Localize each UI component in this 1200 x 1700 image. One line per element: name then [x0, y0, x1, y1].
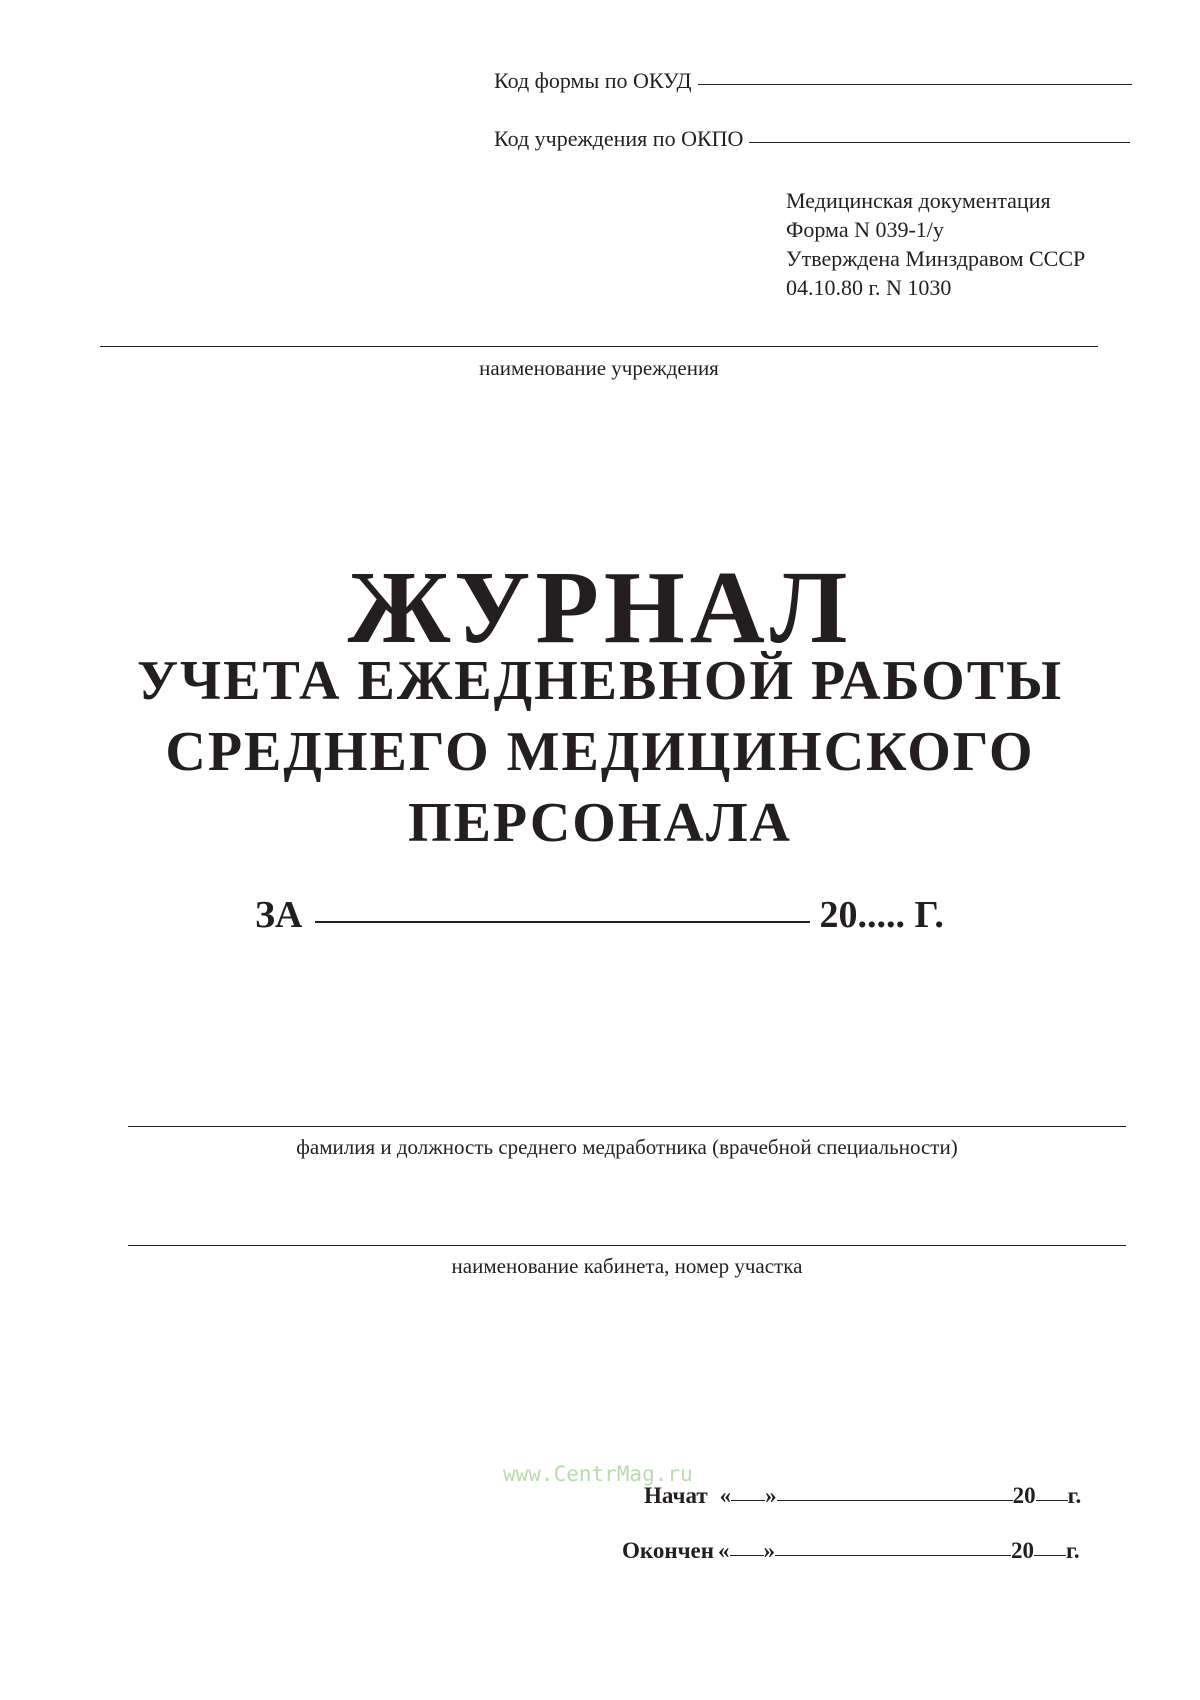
journal-subtitle-line-3: ПЕРСОНАЛА	[408, 792, 792, 854]
journal-subtitle-line-1: УЧЕТА ЕЖЕДНЕВНОЙ РАБОТЫ	[136, 650, 1064, 712]
okpo-label: Код учреждения по ОКПО	[494, 126, 744, 151]
cabinet-caption: наименование кабинета, номер участка	[451, 1254, 803, 1278]
okpo-field	[494, 126, 1130, 152]
finished-year-suffix: г.	[1066, 1538, 1080, 1563]
started-close-quote: »	[765, 1483, 777, 1508]
okud-label: Код формы по ОКУД	[494, 68, 692, 93]
okud-input-line[interactable]	[698, 84, 1132, 85]
finished-month-input[interactable]	[775, 1555, 1011, 1556]
form-meta-block	[786, 186, 1085, 302]
form-meta-line-1: Медицинская документация	[786, 188, 1051, 213]
started-month-input[interactable]	[777, 1500, 1013, 1501]
okud-field	[494, 68, 1132, 94]
okpo-input-line[interactable]	[749, 142, 1130, 143]
finished-year-prefix: 20	[1011, 1538, 1035, 1563]
form-meta-line-4: 04.10.80 г. N 1030	[786, 275, 952, 300]
institution-caption: наименование учреждения	[479, 356, 719, 380]
form-meta-line-3: Утверждена Минздравом СССР	[786, 246, 1086, 271]
watermark-text: www.CentrMag.ru	[503, 1462, 693, 1486]
period-prefix: ЗА	[255, 894, 303, 936]
worker-line[interactable]	[128, 1126, 1126, 1127]
finished-row	[622, 1538, 1080, 1564]
started-open-quote: «	[719, 1483, 732, 1508]
started-label: Начат	[644, 1483, 708, 1508]
cabinet-line[interactable]	[128, 1245, 1126, 1246]
finished-year-input[interactable]	[1034, 1555, 1066, 1556]
finished-open-quote: «	[718, 1538, 730, 1563]
started-year-suffix: г.	[1067, 1483, 1082, 1508]
started-year-prefix: 20	[1012, 1483, 1036, 1508]
journal-title: ЖУРНАЛ	[347, 550, 853, 665]
period-input-line[interactable]	[315, 921, 810, 923]
finished-label: Окончен	[622, 1538, 715, 1563]
finished-day-input[interactable]	[730, 1555, 764, 1556]
started-row	[644, 1483, 1081, 1509]
started-day-input[interactable]	[731, 1500, 765, 1501]
form-meta-line-2: Форма N 039-1/у	[786, 217, 944, 242]
worker-caption: фамилия и должность среднего медработника (врачебной специальности)	[296, 1135, 958, 1159]
finished-close-quote: »	[763, 1538, 776, 1563]
journal-subtitle-line-2: СРЕДНЕГО МЕДИЦИНСКОГО	[165, 721, 1035, 783]
institution-line[interactable]	[100, 346, 1098, 347]
period-row	[255, 893, 944, 937]
started-year-input[interactable]	[1036, 1500, 1068, 1501]
period-suffix: 20..... Г.	[819, 894, 944, 936]
